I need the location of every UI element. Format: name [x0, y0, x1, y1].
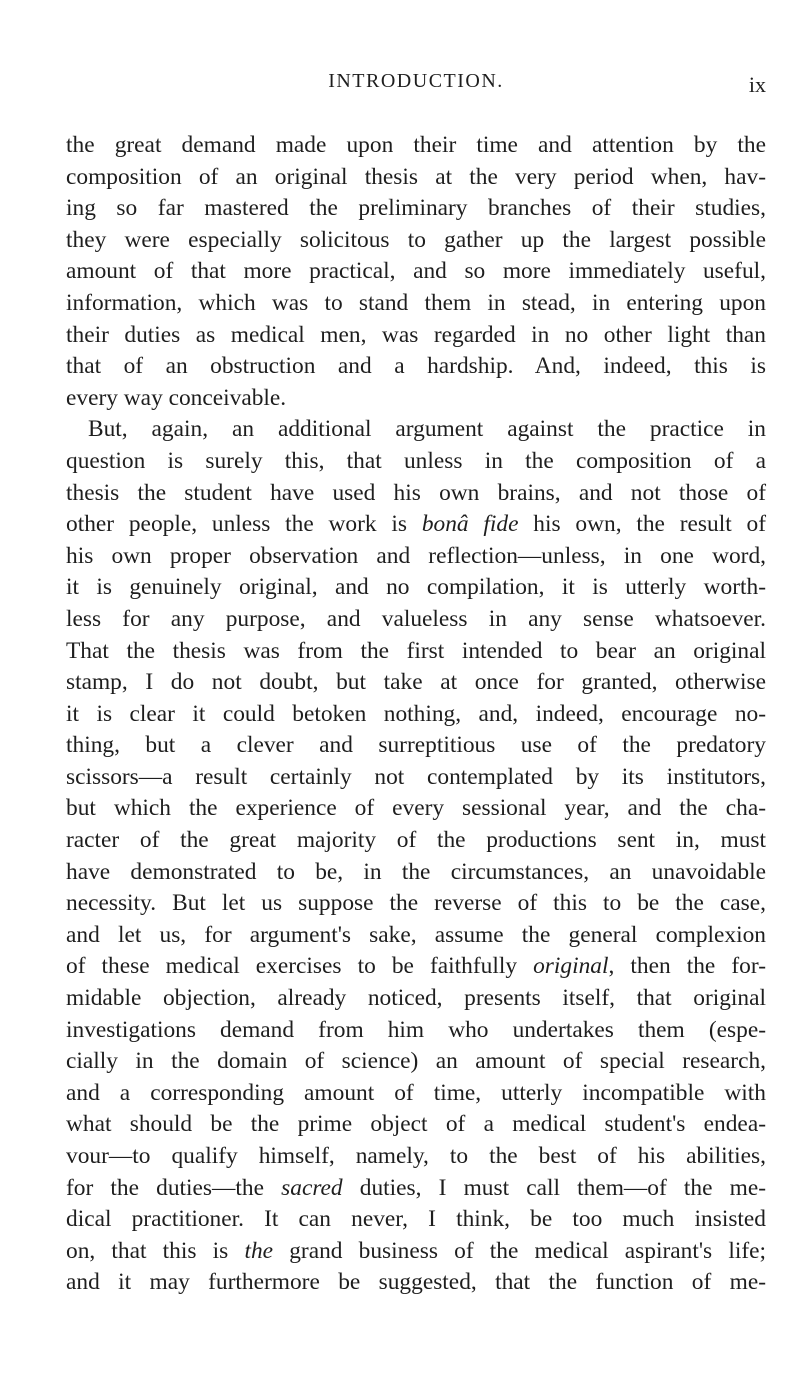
text-line: but which the experience of every sessional year, and the cha- — [66, 795, 766, 822]
text-line: they were especially solicitous to gather up the largest possible — [66, 226, 766, 253]
text-line: it is clear it could betoken nothing, and, indeed, encourage no- — [66, 700, 766, 727]
body-text — [66, 130, 766, 1299]
text-line: racter of the great majority of the productions sent in, must — [66, 827, 766, 854]
text-line: what should be the prime object of a medical student's endea- — [66, 1111, 766, 1138]
text-run: , then the for- — [608, 953, 766, 980]
text-line — [66, 1236, 766, 1268]
text-run: grand business of the medical aspirant's life; — [273, 1237, 766, 1264]
text-line: scissors—a result certainly not contemplated by its institutors, — [66, 763, 766, 790]
text-run: on, that this is — [66, 1237, 245, 1264]
text-line: amount of that more practical, and so more immediately useful, — [66, 258, 766, 285]
text-line: and it may furthermore be suggested, that the function of me- — [66, 1269, 766, 1296]
text-run: his own, the result of — [518, 511, 766, 538]
text-run: for the duties—the — [66, 1174, 282, 1201]
text-line: midable objection, already noticed, presents itself, that original — [66, 985, 766, 1012]
text-line — [66, 1173, 766, 1205]
text-line: their duties as medical men, was regarded in no other light than — [66, 321, 766, 348]
text-line: information, which was to stand them in stead, in entering upon — [66, 289, 766, 316]
running-head: INTRODUCTION. — [328, 70, 504, 92]
text-line: But, again, an additional argument against the practice in — [88, 416, 766, 443]
text-line: and a corresponding amount of time, utterly incompatible with — [66, 1079, 766, 1106]
page-header — [66, 70, 766, 100]
italic-text-run: original — [533, 953, 609, 980]
text-line: it is genuinely original, and no compilation, it is utterly worth- — [66, 574, 766, 601]
text-line: every way conceivable. — [66, 384, 287, 411]
text-line: have demonstrated to be, in the circumstances, an unavoidable — [66, 858, 766, 885]
italic-text-run: sacred — [281, 1174, 343, 1201]
page-number: ix — [748, 72, 766, 97]
text-line: vour—to qualify himself, namely, to the best of his abilities, — [66, 1143, 766, 1169]
text-line: dical practitioner. It can never, I think, be too much insisted — [66, 1206, 766, 1233]
text-line: cially in the domain of science) an amount of special research, — [66, 1048, 766, 1075]
text-run: duties, I must call them—of the me- — [342, 1174, 767, 1201]
text-line — [66, 951, 766, 983]
text-line: less for any purpose, and valueless in any sense whatsoever. — [66, 605, 766, 632]
text-line: thing, but a clever and surreptitious use of the predatory — [66, 732, 766, 759]
text-line: ing so far mastered the preliminary branches of their studies, — [66, 195, 766, 222]
italic-text-run: the — [244, 1237, 274, 1264]
text-line: stamp, I do not doubt, but take at once for granted, otherwise — [66, 669, 766, 696]
text-line: thesis the student have used his own brains, and not those of — [66, 479, 766, 506]
italic-text-run: bonâ fide — [421, 511, 519, 538]
text-line: question is surely this, that unless in the composition of a — [66, 447, 766, 474]
text-line: investigations demand from him who undertakes them (espe- — [66, 1016, 766, 1043]
text-line: and let us, for argument's sake, assume the general complexion — [66, 921, 766, 948]
text-line: his own proper observation and reflection—unless, in one word, — [66, 542, 766, 569]
text-line: That the thesis was from the first intended to bear an original — [66, 637, 766, 664]
text-line: the great demand made upon their time and attention by the — [66, 132, 766, 158]
text-run: of these medical exercises to be faithfully — [66, 953, 534, 980]
text-line: composition of an original thesis at the very period when, hav- — [66, 163, 766, 190]
text-line: necessity. But let us suppose the reverse of this to be the case, — [66, 890, 766, 917]
text-line: that of an obstruction and a hardship. And, indeed, this is — [66, 353, 766, 380]
text-run: other people, unless the work is — [66, 511, 422, 538]
text-line — [66, 509, 766, 541]
